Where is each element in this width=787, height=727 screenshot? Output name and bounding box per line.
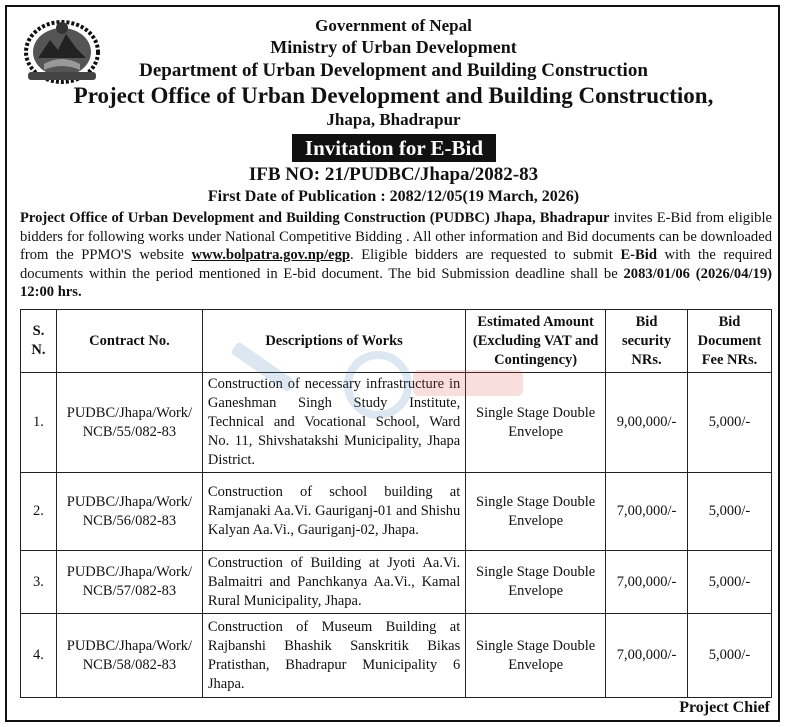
row-sn: 4. bbox=[21, 614, 57, 698]
deadline: 2083/01/06 (2026/04/19) 12:00 hrs. bbox=[20, 265, 772, 301]
row-contract: PUDBC/Jhapa/Work/ NCB/55/082-83 bbox=[56, 373, 202, 473]
works-table bbox=[20, 309, 772, 698]
government-line: Government of Nepal bbox=[315, 16, 472, 35]
row-security: 7,00,000/- bbox=[606, 473, 688, 551]
notice-title: Invitation for E-Bid bbox=[292, 134, 496, 162]
header-amount: Estimated Amount (Excluding VAT and Contingency) bbox=[466, 310, 606, 373]
table-row bbox=[21, 551, 772, 614]
ebid-term: E-Bid bbox=[620, 247, 657, 264]
intro-paragraph bbox=[20, 209, 772, 302]
row-sn: 1. bbox=[21, 373, 57, 473]
intro-text-2: . Eligible bidders are requested to submit bbox=[350, 247, 621, 264]
row-amount: Single Stage Double Envelope bbox=[466, 473, 606, 551]
table-row bbox=[21, 473, 772, 551]
row-description: Construction of Building at Jyoti Aa.Vi. Balmaitri and Panchkanya Aa.Vi., Kamal Rural Municipality, Jhapa. bbox=[202, 551, 465, 614]
header-contract: Contract No. bbox=[56, 310, 202, 373]
row-description: Construction of necessary infrastructure in Ganeshman Singh Study Institute, Technical and Vocational School, Ward No. 11, Shivshatakshi Municipality, Jhapa District. bbox=[202, 373, 465, 473]
location-line: Jhapa, Bhadrapur bbox=[326, 110, 461, 129]
row-fee: 5,000/- bbox=[688, 614, 772, 698]
department-line: Department of Urban Development and Building Construction bbox=[139, 60, 648, 81]
row-security: 7,00,000/- bbox=[606, 614, 688, 698]
header-description: Descriptions of Works bbox=[202, 310, 465, 373]
row-description: Construction of school building at Ramjanaki Aa.Vi. Gauriganj-01 and Shishu Kalyan Aa.Vi., Gauriganj-02, Jhapa. bbox=[202, 473, 465, 551]
office-name: Project Office of Urban Development and Building Construction (PUDBC) Jhapa, Bhadrapur bbox=[20, 210, 610, 226]
header-security: Bid security NRs. bbox=[606, 310, 688, 373]
row-sn: 3. bbox=[21, 551, 57, 614]
project-office-line: Project Office of Urban Development and Building Construction, bbox=[73, 83, 714, 108]
row-security: 7,00,000/- bbox=[606, 551, 688, 614]
row-contract: PUDBC/Jhapa/Work/ NCB/56/082-83 bbox=[56, 473, 202, 551]
row-amount: Single Stage Double Envelope bbox=[466, 614, 606, 698]
header-fee: Bid Document Fee NRs. bbox=[688, 310, 772, 373]
row-sn: 2. bbox=[21, 473, 57, 551]
table-row bbox=[21, 373, 772, 473]
row-contract: PUDBC/Jhapa/Work/ NCB/58/082-83 bbox=[56, 614, 202, 698]
table-row bbox=[21, 614, 772, 698]
row-amount: Single Stage Double Envelope bbox=[466, 551, 606, 614]
ministry-line: Ministry of Urban Development bbox=[270, 37, 517, 57]
row-description: Construction of Museum Building at Rajbanshi Bhashik Sanskritik Bikas Pratisthan, Bhadrapur Municipality 6 Jhapa. bbox=[202, 614, 465, 698]
row-amount: Single Stage Double Envelope bbox=[466, 373, 606, 473]
row-fee: 5,000/- bbox=[688, 473, 772, 551]
publication-date: First Date of Publication : 2082/12/05(19 March, 2026) bbox=[207, 188, 580, 205]
signature: Project Chief bbox=[679, 699, 770, 716]
website-link[interactable]: www.bolpatra.gov.np/egp bbox=[191, 247, 350, 264]
row-fee: 5,000/- bbox=[688, 373, 772, 473]
intro-text-3: with the required documents within the period mentioned in E-bid document. The bid Submission deadline shall be bbox=[20, 247, 772, 282]
header-sn: S. N. bbox=[21, 310, 57, 373]
row-fee: 5,000/- bbox=[688, 551, 772, 614]
row-security: 9,00,000/- bbox=[606, 373, 688, 473]
ifb-number: IFB NO: 21/PUDBC/Jhapa/2082-83 bbox=[248, 164, 539, 185]
row-contract: PUDBC/Jhapa/Work/ NCB/57/082-83 bbox=[56, 551, 202, 614]
table-header-row bbox=[21, 310, 772, 373]
intro-text-1: invites E-Bid from eligible bidders for following works under National Competitive Bidding . All other information and Bid documents can be downloaded from the PPMO'S website bbox=[20, 210, 772, 264]
